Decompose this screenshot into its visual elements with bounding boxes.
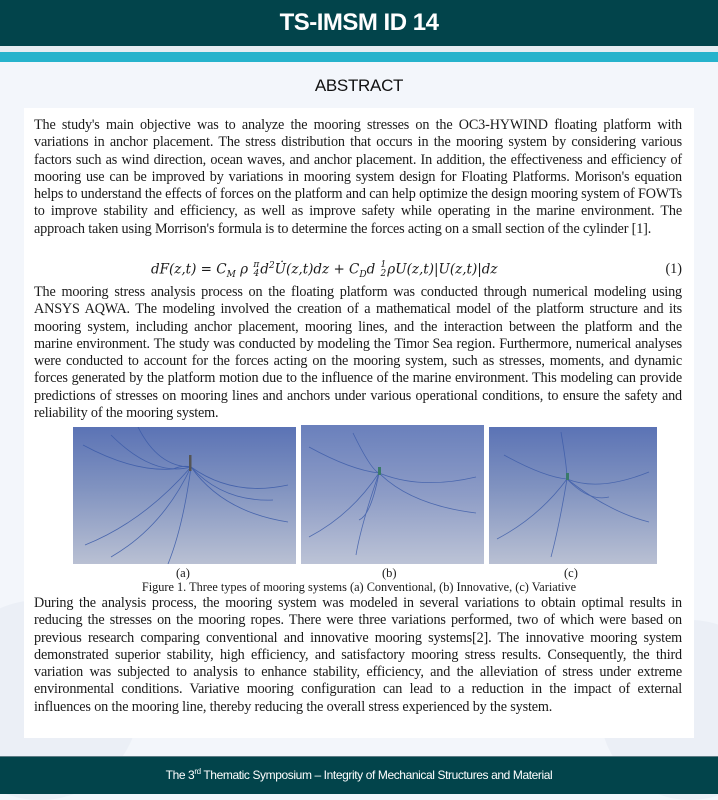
abstract-paragraph-2: The mooring stress analysis process on the floating platform was conducted through numerical modeling using ANSYS AQWA. The modeling involved the creation of a mathematical model of the platform structure and its mooring system, including anchor placement, mooring lines, and the interaction between the platform and the marine environment. The study was conducted by modeling the Timor Sea region. Furthermore, numerical analyses were conducted to account for the forces acting on the mooring system, such as stresses, moments, and dynamic forces generated by the platform motion due to the influence of the marine environment. This modeling can provide predictions of stresses on mooring lines and anchors under various operational conditions, to ensure the safety and reliability of the mooring system. [34,284,682,422]
figure-caption: Figure 1. Three types of mooring systems (a) Conventional, (b) Innovative, (c) Variative [141,580,577,594]
mooring-lines-diagram [73,427,296,564]
figure-innovative-mooring [301,425,484,564]
equation-formula: $dF(z,t) = C_M$ ρ π 4 $d^2U̇(z,t)dz + C_Dd$ 1 2 ρU(z,t)|U(z,t)|dz [151,260,498,281]
morison-equation [34,258,682,282]
figure-label-c: (c) [564,566,578,580]
accent-bar [0,52,718,62]
footer-text: The 3rd Thematic Symposium – Integrity of Mechanical Structures and Material [165,767,553,782]
equation-number: (1) [665,261,682,277]
abstract-paragraph-3: During the analysis process, the mooring system was modeled in several variations to obtain optimal results in reducing the stresses on the mooring ropes. There were three variations performed, two of which were based on previous research comparing conventional and innovative mooring systems[2]. The innovative mooring system demonstrated superior stability, high efficiency, and satisfactory mooring stress results. Consequently, the third variation was subjected to analysis to enhance stability, efficiency, and the alleviation of stress under extreme environmental conditions. Variative mooring configuration can lead to a reduction in the impact of external influences on the mooring line, thereby reducing the overall stress experienced by the system. [34,595,682,715]
page-title: TS-IMSM ID 14 [279,9,439,36]
figure-label-a: (a) [176,566,190,580]
abstract-paragraph-1: The study's main objective was to analyze the mooring stresses on the OC3-HYWIND floating platform with variations in anchor placement. The stress distribution that occurs in the mooring system by considering various factors such as wind direction, ocean waves, and anchor placement. In addition, the effectiveness and efficiency of mooring use can be improved by variations in mooring system design for Floating Platforms. Morison's equation helps to understand the effects of forces on the platform and can help optimize the design mooring system of FOWTs to improve stability and efficiency, as well as improve safety while operating in the marine environment. The approach taken using Morrison's formula is to determine the forces acting on a small section of the cylinder [1]. [34,117,682,237]
figure-variative-mooring [489,427,657,564]
figure-label-b: (b) [382,566,397,580]
page-header [0,0,718,46]
mooring-lines-diagram [301,425,484,564]
abstract-panel [24,108,694,738]
page-footer [0,757,718,794]
section-title: ABSTRACT [314,76,404,95]
figure-conventional-mooring [73,427,296,564]
mooring-lines-diagram [489,427,657,564]
